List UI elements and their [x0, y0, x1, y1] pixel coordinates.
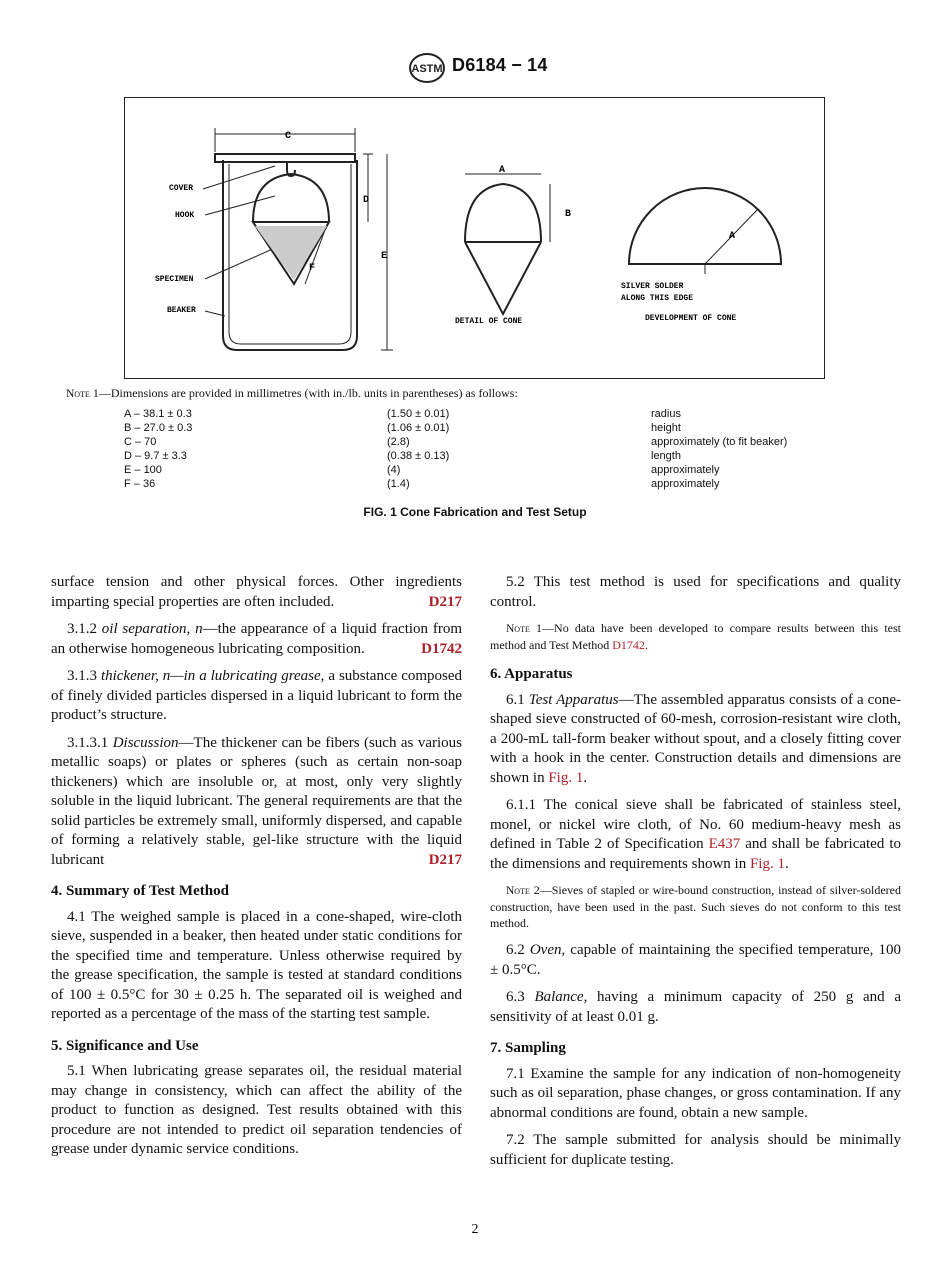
figure-1	[124, 97, 825, 379]
paragraph: 6.3 Balance, having a minimum capacity of 250 g and a sensitivity of at least 0.01 g.	[490, 989, 902, 1025]
paragraph: 3.1.3 thickener, n—in a lubricating grease, a substance composed of finely divided particles dispersed in a liquid lubricant to form the product’s structure.	[51, 668, 463, 723]
link-fig-1[interactable]: Fig. 1	[548, 769, 584, 786]
label-beaker: BEAKER	[167, 306, 196, 315]
dimension-row: D – 9.7 ± 3.3 (0.38 ± 0.13) length	[124, 450, 681, 462]
note-text: 1—Dimensions are provided in millimetres (with in./lb. units in parentheses) as follows:	[89, 386, 518, 400]
paragraph: 3.1.2 oil separation, n—the appearance of a liquid fraction from an otherwise homogeneous lubricating composition. D1742	[51, 620, 462, 659]
page-number: 2	[471, 1222, 479, 1237]
paragraph: surface tension and other physical forces. Other ingredients imparting special properties are often included. D217	[51, 573, 462, 612]
dimension-row: C – 70 (2.8) approximately (to fit beaker)	[124, 436, 788, 448]
label-c: C	[285, 131, 292, 142]
paragraph: 6.2 Oven, capable of maintaining the specified temperature, 100 ± 0.5°C.	[490, 942, 901, 978]
section-heading: 6. Apparatus	[490, 666, 573, 682]
page-header	[0, 52, 950, 86]
label-cover: COVER	[169, 184, 194, 193]
link-fig-1[interactable]: Fig. 1	[749, 855, 785, 872]
link-e437[interactable]: E437	[708, 836, 741, 852]
label-e: E	[381, 251, 388, 262]
link-d1742[interactable]: D1742	[612, 638, 645, 652]
paragraph: 6.1.1 The conical sieve shall be fabricated of stainless steel, monel, or nickel wire cloth, of No. 60 medium-heavy mesh as defined in Table 2 of Specification E437 and shall be fabricated to the dimensions and requirements shown in Fig. 1.	[490, 797, 901, 872]
paragraph: 3.1.3.1 Discussion—The thickener can be fibers (such as various metallic soaps) or plates or spheres (such as certain non-soap thickeners) which are insoluble or, at most, only very slightly soluble in the liquid lubricant. The general requirements are that the solid particles be extremely small, uniformly dispersed, and capable of forming a relatively stable, gel-like structure with the liquid lubricant D217	[51, 734, 462, 871]
svg-text:ASTM: ASTM	[411, 63, 443, 75]
label-a-development: A	[729, 231, 736, 242]
right-column	[490, 573, 901, 1178]
ref-d217[interactable]: D217	[428, 851, 462, 868]
label-hook: HOOK	[175, 211, 195, 220]
section-heading: 4. Summary of Test Method	[51, 883, 229, 899]
paragraph: 7.1 Examine the sample for any indication of non-homogeneity such as oil separation, phase changes, or gross contamination. If any abnormal conditions are found, obtain a new sample.	[490, 1065, 901, 1121]
note-label: Note	[66, 388, 90, 400]
paragraph: 5.1 When lubricating grease separates oil, the residual material may change in consistency, which can affect the ability of the product to function as designed. Test results obtained with this procedure are not intended to predict oil separation tendencies of grease under dynamic service conditions.	[51, 1063, 462, 1157]
label-a-detail: A	[499, 165, 506, 176]
dimension-row: B – 27.0 ± 0.3 (1.06 ± 0.01) height	[124, 422, 681, 434]
label-specimen: SPECIMEN	[155, 275, 194, 284]
label-f: F	[309, 263, 316, 274]
astm-logo-icon	[408, 52, 446, 84]
paragraph: 6.1 Test Apparatus—The assembled apparatus consists of a cone-shaped sieve constructed of 60-mesh, corrosion-resistant wire cloth, a 200-mL tall-form beaker without spout, and a closely fitting cover with a hook in the center. Construction details and dimensions are shown in Fig. 1.	[490, 691, 901, 786]
label-detail-of-cone: DETAIL OF CONE	[455, 317, 523, 326]
label-b: B	[565, 209, 572, 220]
section-heading: 7. Sampling	[490, 1040, 566, 1056]
label-silver-solder: SILVER SOLDER	[621, 282, 684, 291]
label-d: D	[363, 195, 370, 206]
dimension-row: E – 100 (4) approximately	[124, 464, 720, 476]
dimension-row: F – 36 (1.4) approximately	[124, 478, 720, 490]
label-development-of-cone: DEVELOPMENT OF CONE	[645, 314, 737, 323]
paragraph: 5.2 This test method is used for specifications and quality control.	[490, 574, 901, 610]
figure-caption: FIG. 1 Cone Fabrication and Test Setup	[363, 505, 587, 519]
dimension-row: A – 38.1 ± 0.3 (1.50 ± 0.01) radius	[124, 408, 681, 420]
paragraph: 4.1 The weighed sample is placed in a cone-shaped, wire-cloth sieve, suspended in a beaker, then heated under static conditions for the specified time and temperature. Unless otherwise required by the grease specification, the sample is tested at standard conditions of 100 ± 0.5°C for 30 ± 0.25 h. The separated oil is weighed and reported as a percentage of the mass of the starting test sample.	[51, 908, 462, 1022]
paragraph: 7.2 The sample submitted for analysis should be minimally sufficient for duplicate testing.	[490, 1132, 901, 1168]
label-along-edge: ALONG THIS EDGE	[621, 294, 694, 303]
dimensions-table	[124, 407, 844, 491]
note-1: Note 1—No data have been developed to compare results between this test method and Test Method D1742.	[490, 621, 901, 652]
cone-apparatus-drawing	[125, 98, 826, 380]
ref-d1742[interactable]: D1742	[421, 640, 462, 657]
left-column	[51, 573, 462, 1168]
ref-d217[interactable]: D217	[428, 593, 462, 610]
document-id: D6184 − 14	[452, 55, 548, 75]
note-2: Note 2—Sieves of stapled or wire-bound construction, instead of silver-soldered construction, have been used in the past. Such sieves do not conform to this test method.	[490, 883, 901, 930]
figure-note	[66, 386, 518, 401]
section-heading: 5. Significance and Use	[51, 1037, 199, 1054]
